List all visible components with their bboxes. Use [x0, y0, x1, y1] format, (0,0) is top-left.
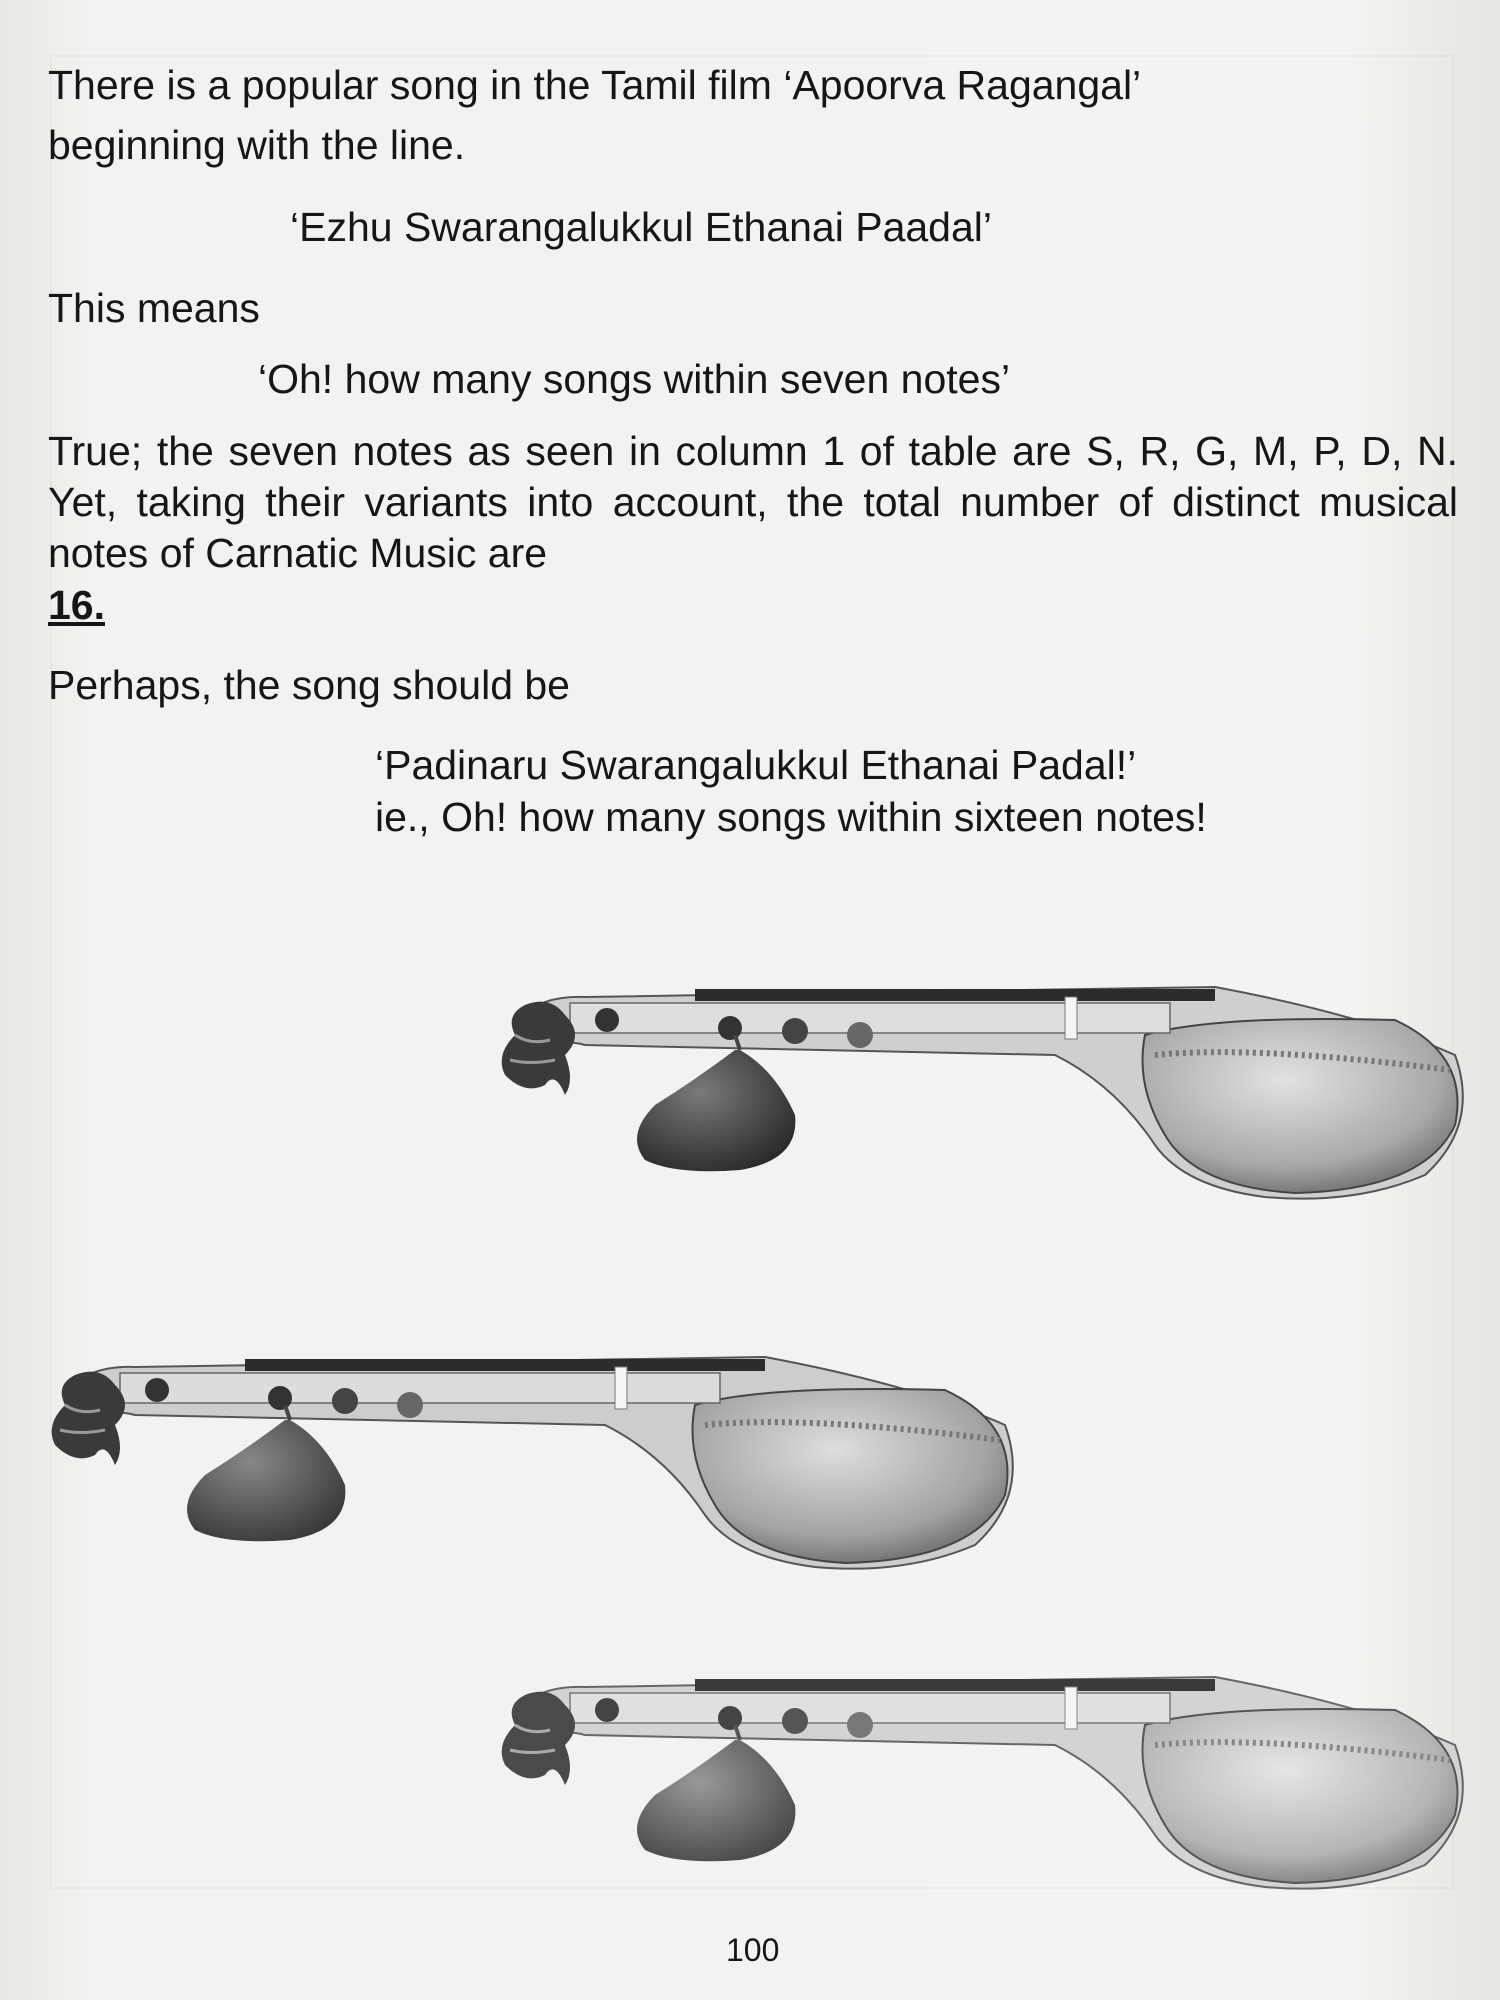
suggestion-line: Perhaps, the song should be: [48, 662, 570, 708]
bleed-through-frame: [50, 55, 1454, 1889]
song-title-quote: ‘Ezhu Swarangalukkul Ethanai Paadal’: [290, 204, 993, 250]
intro-line-1: There is a popular song in the Tamil film ‘Apoorva Ragangal’: [48, 62, 1142, 108]
suggested-song-meaning: ie., Oh! how many songs within sixteen notes!: [375, 794, 1207, 840]
notes-paragraph: True; the seven notes as seen in column 1 of table are S, R, G, M, P, D, N. Yet, taking their variants into account, the total number of distinct musical notes of Carnatic Music are: [48, 428, 1458, 576]
veena-image-1: [495, 975, 1470, 1200]
meaning-label: This means: [48, 285, 260, 331]
meaning-quote: ‘Oh! how many songs within seven notes’: [258, 356, 1011, 402]
notes-count: 16.: [48, 582, 105, 628]
veena-image-3: [495, 1665, 1470, 1890]
page-number: 100: [726, 1932, 780, 1968]
veena-image-2: [45, 1345, 1020, 1570]
suggested-song-quote: ‘Padinaru Swarangalukkul Ethanai Padal!’: [375, 742, 1137, 788]
intro-line-2: beginning with the line.: [48, 122, 466, 168]
